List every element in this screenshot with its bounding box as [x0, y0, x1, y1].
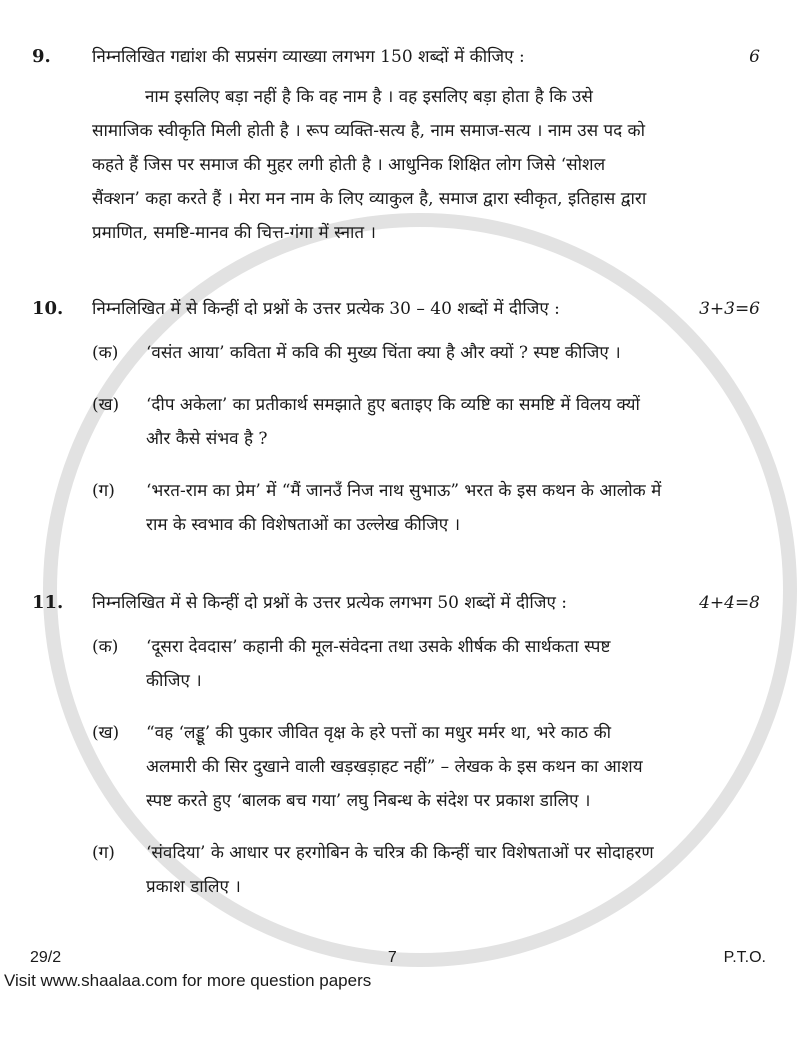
question-10-marks: 3+3=6 — [699, 299, 760, 319]
question-9-number: 9. — [32, 46, 51, 67]
question-10-part-ga — [92, 478, 720, 546]
part-line: ‘दीप अकेला’ का प्रतीकार्थ समझाते हुए बताइए कि व्यष्टि का समष्टि में विलय क्यों — [146, 395, 640, 415]
footer — [0, 948, 800, 992]
part-line: ‘दूसरा देवदास’ कहानी की मूल-संवेदना तथा उसके शीर्षक की सार्थकता स्पष्ट — [146, 637, 611, 657]
part-line: अलमारी की सिर दुखाने वाली खड़खड़ाहट नहीं” – लेखक के इस कथन का आशय — [146, 757, 643, 777]
part-label: (ख) — [92, 723, 120, 743]
part-label: (ग) — [92, 843, 115, 863]
passage-line: प्रमाणित, समष्टि-मानव की चित्त-गंगा में स्नात । — [92, 223, 376, 243]
part-label: (क) — [92, 343, 119, 363]
visit-link[interactable]: Visit www.shaalaa.com for more question papers — [4, 971, 372, 990]
passage-line: सामाजिक स्वीकृति मिली होती है । रूप व्यक्ति-सत्य है, नाम समाज-सत्य । नाम उस पद को — [92, 121, 646, 141]
question-9-marks: 6 — [749, 47, 760, 67]
part-line: और कैसे संभव है ? — [146, 429, 268, 449]
question-11-marks: 4+4=8 — [699, 593, 760, 613]
passage-line: नाम इसलिए बड़ा नहीं है कि वह नाम है । वह इसलिए बड़ा होता है कि उसे — [145, 87, 593, 107]
part-line: ‘भरत-राम का प्रेम’ में “मैं जानउँ निज नाथ सुभाऊ” भरत के इस कथन के आलोक में — [146, 481, 662, 501]
question-9 — [32, 44, 760, 246]
part-line: कीजिए । — [146, 671, 202, 691]
question-11-prompt: निम्नलिखित में से किन्हीं दो प्रश्नों के उत्तर प्रत्येक लगभग 50 शब्दों में दीजिए : — [92, 593, 567, 613]
paper-code: 29/2 — [30, 949, 62, 966]
question-10-part-kha — [92, 392, 720, 460]
question-11-part-ga — [92, 840, 720, 908]
passage-line: सैंक्शन’ कहा करते हैं । मेरा मन नाम के लिए व्याकुल है, समाज द्वारा स्वीकृत, इतिहास द्वारा — [92, 189, 647, 209]
passage-line: कहते हैं जिस पर समाज की मुहर लगी होती है । आधुनिक शिक्षित लोग जिसे ‘सोशल — [92, 155, 606, 175]
part-line: स्पष्ट करते हुए ‘बालक बच गया’ लघु निबन्ध के संदेश पर प्रकाश डालिए । — [146, 791, 591, 811]
question-10-number: 10. — [32, 298, 64, 319]
part-label: (ख) — [92, 395, 120, 415]
question-11-number: 11. — [32, 592, 64, 613]
question-10 — [32, 296, 760, 546]
pto-label: P.T.O. — [723, 949, 766, 966]
passage — [92, 84, 720, 246]
question-11-part-kha — [92, 720, 720, 822]
part-line: राम के स्वभाव की विशेषताओं का उल्लेख कीजिए । — [146, 515, 461, 535]
question-11-part-ka — [92, 634, 720, 702]
page-number: 7 — [387, 949, 397, 966]
part-line: प्रकाश डालिए । — [146, 877, 241, 897]
part-line: ‘वसंत आया’ कविता में कवि की मुख्य चिंता क्या है और क्यों ? स्पष्ट कीजिए । — [146, 343, 621, 363]
part-label: (ग) — [92, 481, 115, 501]
part-line: ‘संवदिया’ के आधार पर हरगोबिन के चरित्र की किन्हीं चार विशेषताओं पर सोदाहरण — [146, 843, 654, 863]
part-line: “वह ‘लड्डू’ की पुकार जीवित वृक्ष के हरे पत्तों का मधुर मर्मर था, भरे काठ की — [146, 723, 612, 743]
part-label: (क) — [92, 637, 119, 657]
question-10-part-ka — [92, 340, 720, 374]
question-11 — [32, 590, 760, 908]
question-9-prompt: निम्नलिखित गद्यांश की सप्रसंग व्याख्या लगभग 150 शब्दों में कीजिए : — [92, 47, 525, 67]
question-10-prompt: निम्नलिखित में से किन्हीं दो प्रश्नों के उत्तर प्रत्येक 30 – 40 शब्दों में दीजिए : — [92, 299, 560, 319]
